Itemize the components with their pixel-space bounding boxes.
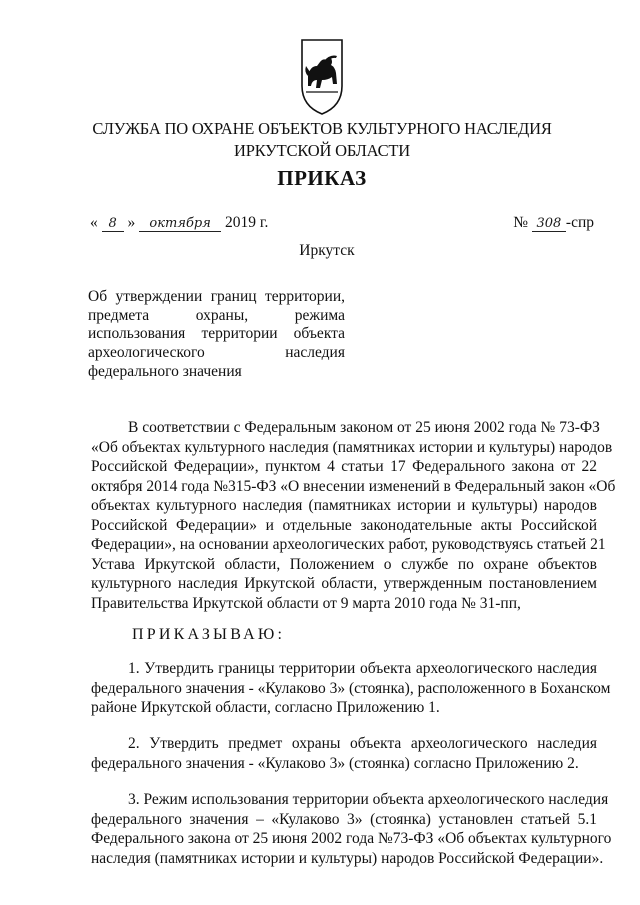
order-number [513,214,594,232]
date-year: 2019 г. [225,214,269,231]
subject-line: Об утверждении границ территории, [88,288,345,305]
order-date [90,214,268,232]
item-line: Федерального закона от 25 июня 2002 года №73-ФЗ «Об объектах культурного [91,830,612,847]
handwritten-month: октября [139,216,221,232]
item-line: федерального значения - «Кулаково 3» (стоянка), расположенного в Боханском [91,679,611,697]
city-name: Иркутск [299,242,355,259]
preamble-line: «Об объектах культурного наследия (памятниках истории и культуры) народов [91,438,613,456]
item-line: 3. Режим использования территории объекта археологического наследия [128,791,609,808]
preamble-line: Федерации», на основании археологических работ, руководствуясь статьей 21 [91,536,606,553]
date-close-quote: » [127,214,136,231]
item-line: 1. Утвердить границы территории объекта археологического наследия [128,660,597,677]
preamble-line: Российской Федерации», пунктом 4 статьи 17 Федерального закона от 22 [91,458,597,475]
preamble-line: Российской Федерации» и отдельные законодательные акты Российской [91,516,597,534]
handwritten-number: 308 [532,216,566,232]
order-item-3 [91,790,612,868]
subject-line: федерального значения [88,362,242,380]
item-line: федерального значения – «Кулаково 3» (стоянка) установлен статьей 5.1 [91,810,597,828]
subject-line: археологического наследия [88,344,345,362]
organization-name-line-2: ИРКУТСКОЙ ОБЛАСТИ [234,141,410,160]
subject-line: предмета охраны, режима [88,306,345,324]
organization-name-line-1: СЛУЖБА ПО ОХРАНЕ ОБЪЕКТОВ КУЛЬТУРНОГО НАСЛЕДИЯ [92,119,552,138]
preamble-line: Правительства Иркутской области от 9 марта 2010 года № 31-пп, [91,594,521,612]
preamble-line: Устава Иркутской области, Положением о службе по охране объектов [91,555,597,573]
date-open-quote: « [90,214,98,231]
handwritten-day: 8 [102,216,124,232]
item-line: 2. Утвердить предмет охраны объекта археологического наследия [128,735,597,752]
item-line: наследия (памятниках истории и культуры) народов Российской Федерации». [91,849,604,867]
preamble-line: В соответствии с Федеральным законом от 25 июня 2002 года № 73-ФЗ [128,419,600,436]
order-subject [88,288,345,382]
preamble-line: культурного наследия Иркутской области, утвержденным постановлением [91,575,597,592]
preamble-paragraph [91,418,616,613]
item-line: федерального значения - «Кулаково 3» (стоянка) согласно Приложению 2. [91,754,579,772]
number-suffix: -спр [565,214,594,231]
order-item-2 [91,734,597,773]
document-type-title: ПРИКАЗ [277,166,367,190]
preamble-line: октября 2014 года №315-ФЗ «О внесении изменений в Федеральный закон «Об [91,477,616,495]
irkutsk-region-coat-of-arms-icon [300,36,344,116]
order-word: ПРИКАЗЫВАЮ: [132,626,286,643]
item-line: районе Иркутской области, согласно Приложению 1. [91,699,440,716]
order-item-1 [91,659,611,718]
number-sign: № [513,214,529,231]
preamble-line: объектах культурного наследия (памятниках истории и культуры) народов [91,497,597,514]
organization-name [60,118,584,162]
subject-line: использования территории объекта [88,325,345,343]
